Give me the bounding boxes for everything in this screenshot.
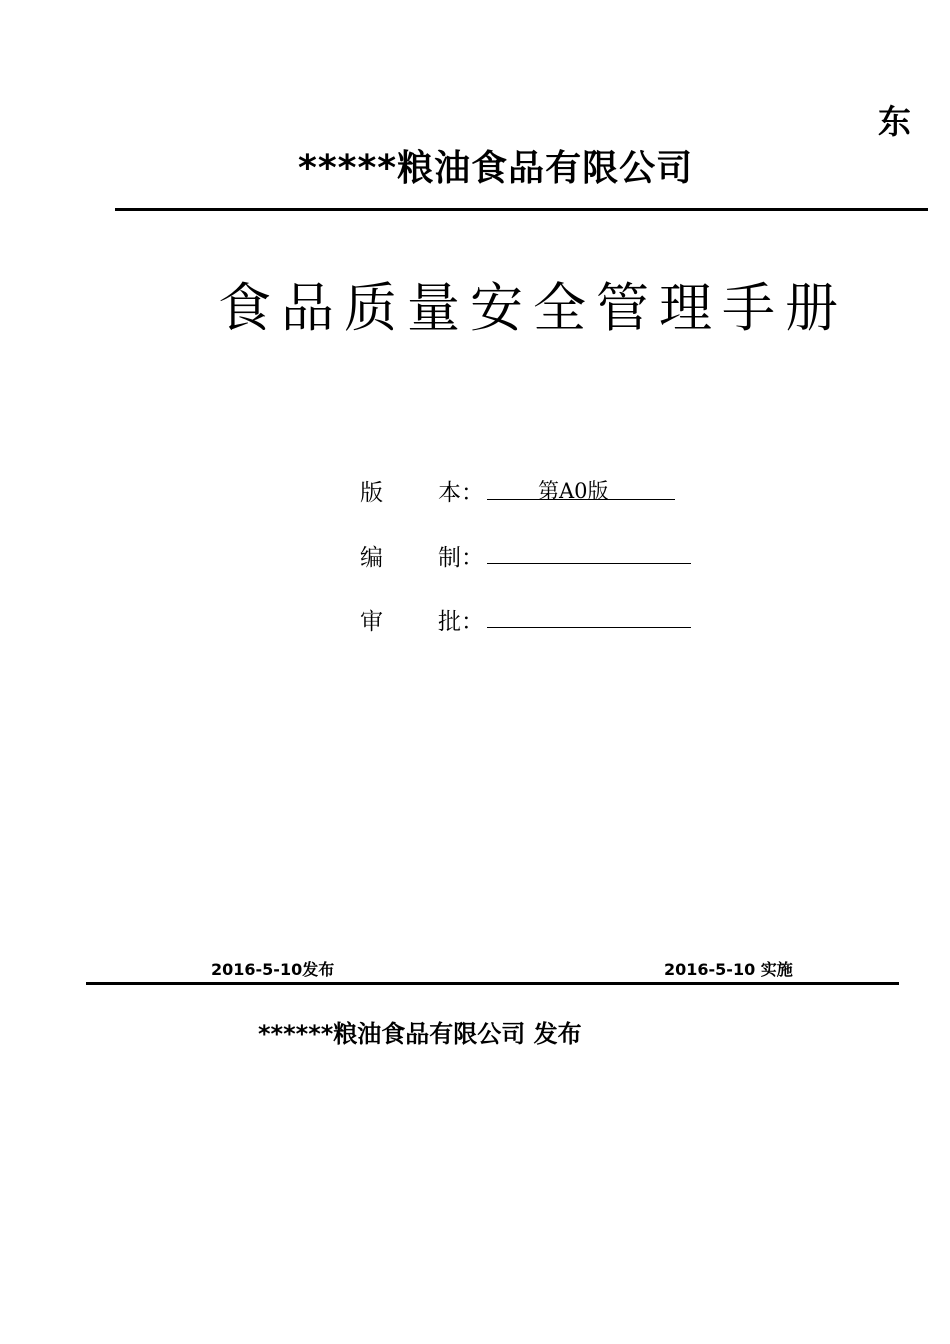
version-label-char-1: 版 [360, 480, 383, 506]
version-value: 第A0版 [538, 479, 609, 503]
approved-label-char-2: 批： [438, 609, 484, 635]
version-label-char-2: 本： [438, 480, 484, 506]
version-label [360, 474, 484, 507]
footer-divider [86, 982, 899, 985]
corner-character: 东 [878, 102, 911, 141]
compiled-label-char-1: 编 [360, 545, 383, 571]
compiled-label [360, 539, 484, 572]
compiled-underline [487, 563, 691, 564]
publish-date: 2016-5-10发布 [211, 960, 335, 979]
company-name-header: *****粮油食品有限公司 [298, 148, 694, 189]
implement-date: 2016-5-10 实施 [664, 960, 793, 979]
compiled-label-char-2: 制： [438, 545, 484, 571]
approved-underline [487, 627, 691, 628]
document-title: 食品质量安全管理手册 [218, 278, 848, 339]
version-underline [487, 499, 675, 500]
approved-label-char-1: 审 [360, 609, 383, 635]
header-divider [115, 208, 928, 211]
publisher-line: ******粮油食品有限公司 发布 [258, 1020, 582, 1048]
approved-label [360, 603, 484, 636]
